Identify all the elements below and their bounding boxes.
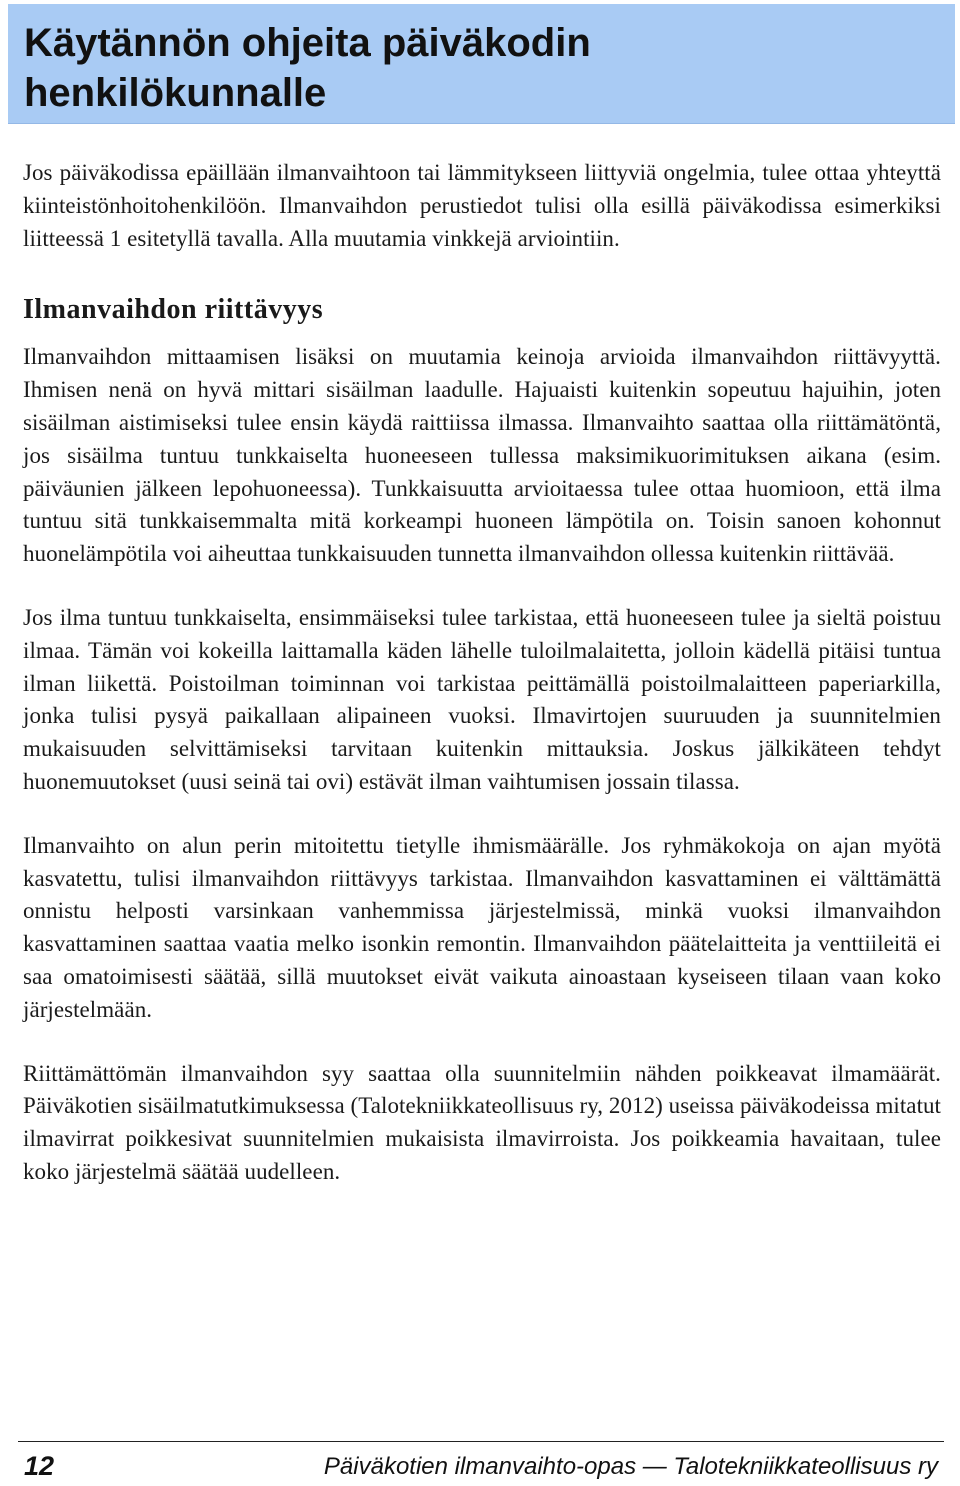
main-content: [23, 157, 941, 1189]
section-heading: Ilmanvaihdon riittävyys: [23, 294, 324, 326]
page-number: 12: [24, 1451, 55, 1481]
page-title-line-1: Käytännön ohjeita päiväkodin: [24, 21, 591, 65]
body-paragraph-3: Ilmanvaihto on alun perin mitoitettu tietylle ihmismäärälle. Jos ryhmäkokoja on ajan myötä kasvatettu, tulisi ilmanvaihdon riittävyys tarkistaa. Ilmanvaihdon kasvattaminen ei välttämättä onnistu helposti varsinkaan vanhemmissa järjestelmissä, minkä vuoksi ilmanvaihdon kasvattaminen saattaa vaatia melko isonkin remontin. Ilmanvaihdon päätelaitteita ja venttiileitä ei saa omatoimisesti säätää, sillä muutokset eivät vaikuta ainoastaan kyseiseen tilaan vaan koko järjestelmään.: [23, 832, 941, 1022]
footer-publication: Päiväkotien ilmanvaihto-opas — Talotekniikkateollisuus ry: [323, 1453, 938, 1480]
intro-paragraph: Jos päiväkodissa epäillään ilmanvaihtoon tai lämmitykseen liittyviä ongelmia, tulee ottaa yhteyttä kiinteistönhoitohenkilöön. Ilmanvaihdon perustiedot tulisi olla esillä päiväkodissa esimerkiksi liitteessä 1 esitetyllä tavalla. Alla muutamia vinkkejä arviointiin.: [23, 160, 941, 251]
footer-divider: [18, 1441, 944, 1442]
body-paragraph-1: Ilmanvaihdon mittaamisen lisäksi on muutamia keinoja arvioida ilmanvaihdon riittävyyttä. Ihmisen nenä on hyvä mittari sisäilman laadulle. Hajuaisti kuitenkin sopeutuu hajuihin, joten sisäilman aistimiseksi tulee ensin käydä raittiissa ilmassa. Ilmanvaihto saattaa olla riittämätöntä, jos sisäilma tuntuu tunkkaiselta huoneeseen tullessa maksimikuorimituksen aikana (esim. päiväunien jälkeen lepohuoneessa). Tunkkaisuutta arvioitaessa tulee ottaa huomioon, että ilma tuntuu sitä tunkkaisemmalta mitä korkeampi huoneen lämpötila on. Toisin sanoen kohonnut huonelämpötila voi aiheuttaa tunkkaisuuden tunnetta ilmanvaihdon ollessa kuitenkin riittävää.: [23, 344, 941, 567]
body-paragraph-2: Jos ilma tuntuu tunkkaiselta, ensimmäiseksi tulee tarkistaa, että huoneeseen tulee ja sieltä poistuu ilmaa. Tämän voi kokeilla laittamalla käden lähelle tuloilmalaitetta, jolloin kädellä pitäisi tuntua ilman liikettä. Poistoilman toiminnan voi tarkistaa peittämällä poistoilmalaitteen paperiarkilla, jonka tulisi pysyä paikallaan alipaineen vuoksi. Ilmavirtojen suuruuden ja suunnitelmien mukaisuuden selvittämiseksi tarvitaan kuitenkin mittauksia. Joskus jälkikäteen tehdyt huonemuutokset (uusi seinä tai ovi) estävät ilman vaihtumisen jossain tilassa.: [23, 604, 941, 794]
title-banner: [8, 4, 955, 124]
body-paragraph-4: Riittämättömän ilmanvaihdon syy saattaa olla suunnitelmiin nähden poikkeavat ilmamäärät. Päiväkotien sisäilmatutkimuksessa (Talotekniikkateollisuus ry, 2012) useissa päiväkodeissa mitatut ilmavirrat poikkesivat suunnitelmien mukaisista ilmavirroista. Jos poikkeamia havaitaan, tulee koko järjestelmä säätää uudelleen.: [23, 1060, 941, 1184]
page-title-line-2: henkilökunnalle: [24, 71, 327, 115]
